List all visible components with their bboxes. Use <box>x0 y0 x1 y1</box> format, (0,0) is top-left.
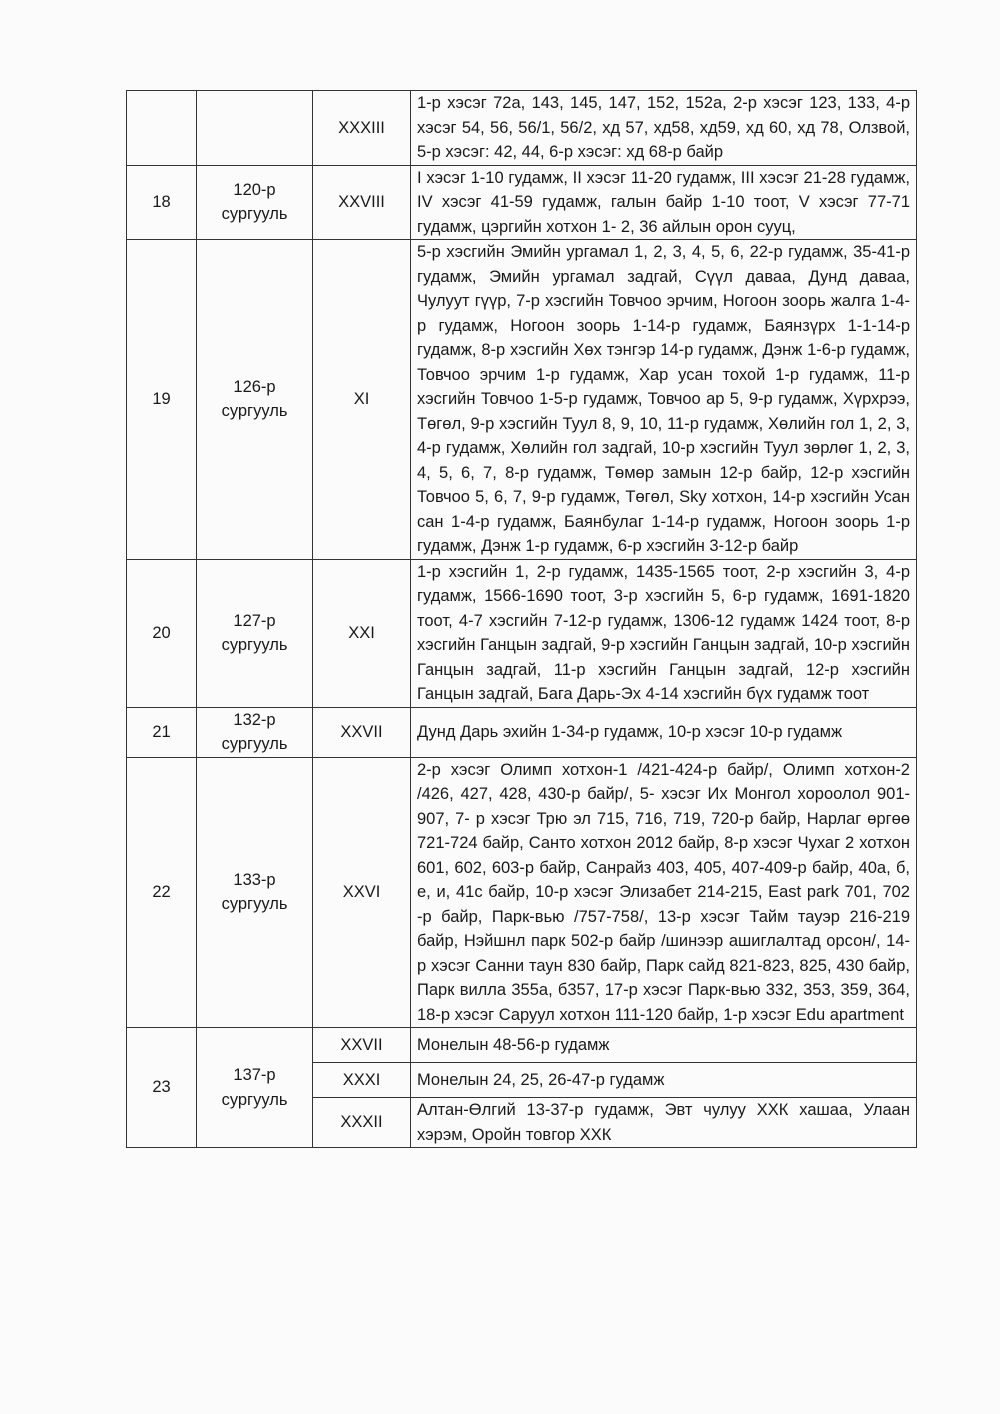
table-row <box>127 1028 917 1063</box>
service-area: Дунд Дарь эхийн 1-34-р гудамж, 10-р хэсэг 10-р гудамж <box>411 707 917 757</box>
table-row <box>127 757 917 1028</box>
service-area: 2-р хэсэг Олимп хотхон-1 /421-424-р байр/, Олимп хотхон-2 /426, 427, 428, 430-р байр/, 5- хэсэг Их Монгол хороолол 901-907, 7- р хэсэг Трю эл 715, 716, 719, 720-р байр, Нарлаг өргөө 721-724 байр, Санто хотхон 2012 байр, 8-р хэсэг Чухаг 2 хотхон 601, 602, 603-р байр, Санрайз 403, 405, 407-409-р байр, 40а, б, е, и, 41с байр, 10-р хэсэг Элизабет 214-215, East park 701, 702 -р байр, Парк-вью /757-758/, 13-р хэсэг Тайм тауэр 216-219 байр, Нэйшнл парк 502-р байр /шинээр ашиглалтад орсон/, 14-р хэсэг Санни таун 830 байр, Парк сайд 821-823, 825, 430 байр, Парк вилла 355а, б357, 17-р хэсэг Парк-вью 332, 353, 359, 364, 18-р хэсэг Саруул хотхон 111-120 байр, 1-р хэсэг Edu apartment <box>411 757 917 1028</box>
row-number: 18 <box>127 165 197 240</box>
table-row <box>127 91 917 166</box>
row-number: 19 <box>127 240 197 560</box>
khoroo-number: XXXIII <box>313 91 411 166</box>
khoroo-number: XXXI <box>313 1063 411 1098</box>
table-row <box>127 559 917 707</box>
school-name: 120-р сургууль <box>197 165 313 240</box>
row-number: 23 <box>127 1028 197 1148</box>
school-name: 127-р сургууль <box>197 559 313 707</box>
school-name: 126-р сургууль <box>197 240 313 560</box>
service-area: 5-р хэсгийн Эмийн ургамал 1, 2, 3, 4, 5, 6, 22-р гудамж, 35-41-р гудамж, Эмийн ургамал задгай, Сүүл даваа, Дунд даваа, Чулуут гүүр, 7-р хэсгийн Товчоо эрчим, Ногоон зоорь жалга 1-4-р гудамж, Ногоон зоорь 1-14-р гудамж, Баянзүрх 1-1-14-р гудамж, 8-р хэсгийн Хөх тэнгэр 14-р гудамж, Дэнж 1-6-р гудамж, Товчоо эрчим 1-р гудамж, Хар усан тохой 1-р гудамж, 11-р хэсгийн Товчоо 1-5-р гудамж, Товчоо ар 5, 9-р гудамж, Хүрхрээ, Төгөл, 9-р хэсгийн Туул 8, 9, 10, 11-р гудамж, Хөлийн гол 1, 2, 3, 4-р гудамж, Хөлийн гол задгай, 10-р хэсгийн Туул зөрлөг 1, 2, 3, 4, 5, 6, 7, 8-р гудамж, Төмөр замын 12-р байр, 12-р хэсгийн Товчоо 5, 6, 7, 9-р гудамж, Төгөл, Sky хотхон, 14-р хэсгийн Усан сан 1-4-р гудамж, Баянбулаг 1-14-р гудамж, Ногоон зоорь 1-р гудамж, Дэнж 1-р гудамж, 6-р хэсгийн 3-12-р байр <box>411 240 917 560</box>
khoroo-number: XI <box>313 240 411 560</box>
khoroo-number: XXXII <box>313 1098 411 1148</box>
row-number: 21 <box>127 707 197 757</box>
school-name: 133-р сургууль <box>197 757 313 1028</box>
service-area: Монелын 24, 25, 26-47-р гудамж <box>411 1063 917 1098</box>
khoroo-number: XXVI <box>313 757 411 1028</box>
table-row <box>127 165 917 240</box>
service-area: 1-р хэсгийн 1, 2-р гудамж, 1435-1565 тоот, 2-р хэсгийн 3, 4-р гудамж, 1566-1690 тоот, 3-р хэсгийн 5, 6-р гудамж, 1691-1820 тоот, 4-7 хэсгийн 7-12-р гудамж, 1306-12 гудамж 1424 тоот, 8-р хэсгийн Ганцын задгай, 9-р хэсгийн Ганцын задгай, 10-р хэсгийн Ганцын задгай, 11-р хэсгийн Ганцын задгай, 12-р хэсгийн Ганцын задгай, Бага Дарь-Эх 4-14 хэсгийн бүх гудамж тоот <box>411 559 917 707</box>
row-number: 20 <box>127 559 197 707</box>
school-district-table <box>126 90 917 1148</box>
table-row <box>127 707 917 757</box>
service-area: I хэсэг 1-10 гудамж, II хэсэг 11-20 гудамж, III хэсэг 21-28 гудамж, IV хэсэг 41-59 гудамж, галын байр 1-10 тоот, V хэсэг 77-71 гудамж, цэргийн хотхон 1- 2, 36 айлын орон сууц, <box>411 165 917 240</box>
khoroo-number: XXVIII <box>313 165 411 240</box>
school-name <box>197 91 313 166</box>
school-name: 137-р сургууль <box>197 1028 313 1148</box>
table-row <box>127 240 917 560</box>
service-area: Алтан-Өлгий 13-37-р гудамж, Эвт чулуу ХХК хашаа, Улаан хэрэм, Оройн товгор ХХК <box>411 1098 917 1148</box>
school-name: 132-р сургууль <box>197 707 313 757</box>
row-number <box>127 91 197 166</box>
khoroo-number: XXVII <box>313 707 411 757</box>
khoroo-number: XXVII <box>313 1028 411 1063</box>
khoroo-number: XXI <box>313 559 411 707</box>
service-area: Монелын 48-56-р гудамж <box>411 1028 917 1063</box>
service-area: 1-р хэсэг 72а, 143, 145, 147, 152, 152а, 2-р хэсэг 123, 133, 4-р хэсэг 54, 56, 56/1, 56/2, хд 57, хд58, хд59, хд 60, хд 78, Олзвой, 5-р хэсэг: 42, 44, 6-р хэсэг: хд 68-р байр <box>411 91 917 166</box>
row-number: 22 <box>127 757 197 1028</box>
